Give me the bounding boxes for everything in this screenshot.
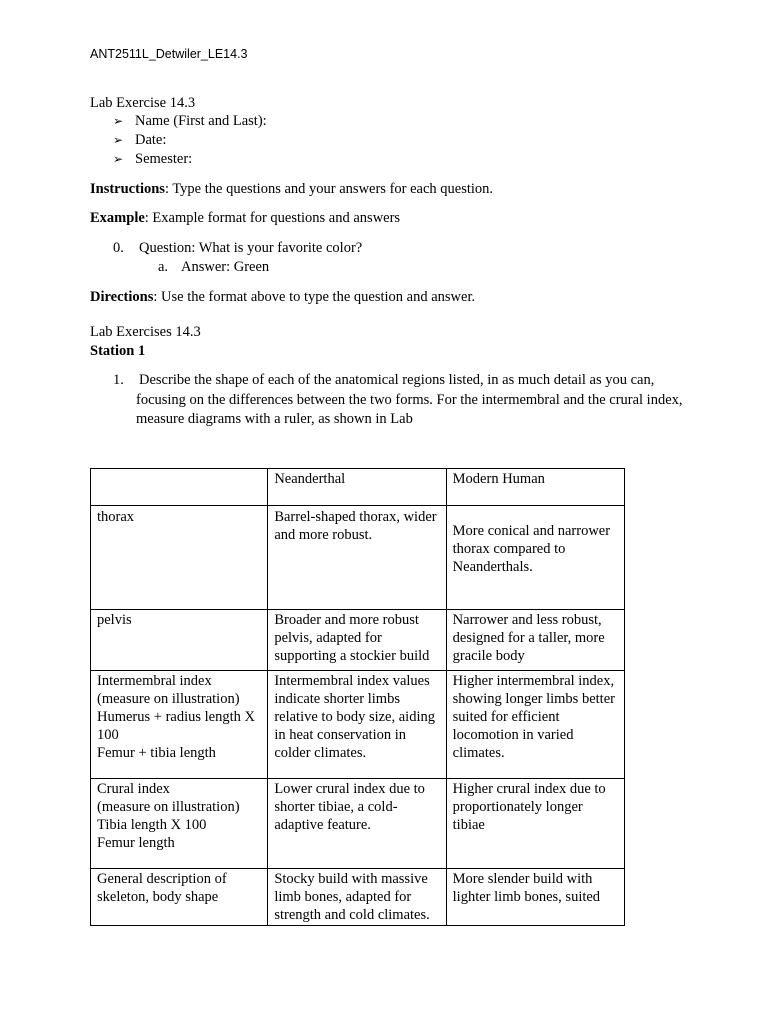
arrow-bullet-icon: ➢	[113, 152, 124, 166]
question-number: 1.	[113, 372, 124, 388]
field-semester	[113, 150, 192, 169]
instructions-text: : Type the questions and your answers for each question.	[164, 181, 494, 197]
neanderthal-cell: Lower crural index due to shorter tibiae, a cold-adaptive feature.	[268, 779, 446, 869]
instructions-paragraph	[90, 180, 493, 199]
modern-human-cell: More conical and narrower thorax compared to Neanderthals.	[446, 506, 624, 610]
table-row	[91, 869, 625, 926]
field-label: Semester:	[135, 151, 193, 167]
station-heading: Station 1	[90, 343, 146, 359]
example-text: : Example format for questions and answers	[144, 210, 401, 226]
arrow-bullet-icon: ➢	[113, 114, 124, 128]
example-answer-text: Answer: Green	[181, 259, 270, 275]
neanderthal-cell: Broader and more robust pelvis, adapted for supporting a stockier build	[268, 610, 446, 671]
modern-human-cell: Narrower and less robust, designed for a taller, more gracile body	[446, 610, 624, 671]
field-label: Date:	[135, 132, 167, 148]
example-label: Example	[90, 210, 145, 226]
comparison-table	[90, 468, 625, 926]
region-cell: pelvis	[91, 610, 268, 671]
region-cell: General description of skeleton, body shape	[91, 869, 268, 926]
field-name	[113, 112, 267, 131]
neanderthal-cell: Barrel-shaped thorax, wider and more robust.	[268, 506, 446, 610]
example-question-number: 0.	[113, 240, 124, 256]
directions-text: : Use the format above to type the question and answer.	[153, 289, 476, 305]
field-label: Name (First and Last):	[135, 113, 267, 129]
question-text: Describe the shape of each of the anatomical regions listed, in as much detail as you can, focusing on the differences between the two forms. For the intermembral and the crural index, measure diagrams with a ruler, as shown in Lab	[136, 372, 683, 427]
modern-human-cell: Higher intermembral index, showing longer limbs better suited for efficient locomotion in varied climates.	[446, 671, 624, 779]
example-question-text: Question: What is your favorite color?	[139, 240, 363, 256]
neanderthal-cell: Stocky build with massive limb bones, adapted for strength and cold climates.	[268, 869, 446, 926]
neanderthal-cell: Intermembral index values indicate shorter limbs relative to body size, aiding in heat conservation in colder climates.	[268, 671, 446, 779]
header-cell-empty	[91, 469, 268, 506]
instructions-label: Instructions	[90, 181, 165, 197]
field-date	[113, 131, 166, 150]
example-answer-letter: a.	[158, 259, 169, 275]
arrow-bullet-icon: ➢	[113, 133, 124, 147]
example-question	[113, 239, 362, 258]
table-row	[91, 610, 625, 671]
example-paragraph	[90, 209, 400, 228]
table-row	[91, 671, 625, 779]
header-cell-neanderthal: Neanderthal	[268, 469, 446, 506]
example-answer	[158, 258, 269, 277]
region-cell: Intermembral index (measure on illustration) Humerus + radius length X 100 Femur + tibia length	[91, 671, 268, 779]
table-row	[91, 779, 625, 869]
directions-label: Directions	[90, 289, 154, 305]
page-header: ANT2511L_Detwiler_LE14.3	[90, 47, 248, 61]
table-header-row	[91, 469, 625, 506]
section-title: Lab Exercises 14.3	[90, 324, 201, 340]
modern-human-cell: Higher crural index due to proportionately longer tibiae	[446, 779, 624, 869]
region-cell: Crural index (measure on illustration) Tibia length X 100 Femur length	[91, 779, 268, 869]
exercise-title: Lab Exercise 14.3	[90, 95, 196, 111]
region-cell: thorax	[91, 506, 268, 610]
table-row	[91, 506, 625, 610]
directions-paragraph	[90, 288, 475, 307]
modern-human-cell: More slender build with lighter limb bones, suited	[446, 869, 624, 926]
header-cell-modern-human: Modern Human	[446, 469, 624, 506]
